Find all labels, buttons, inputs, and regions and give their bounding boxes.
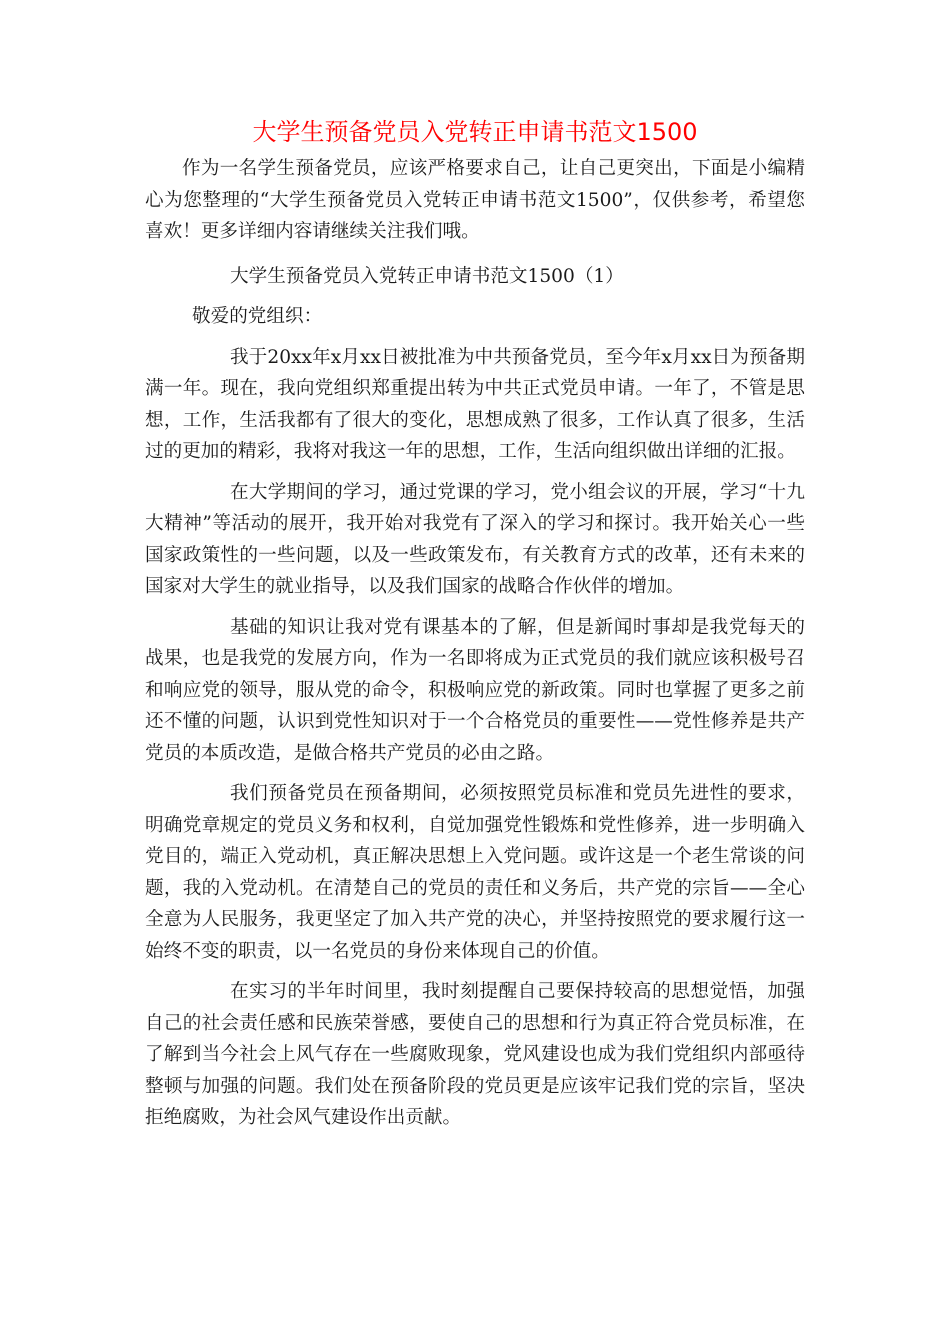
document-title: 大学生预备党员入党转正申请书范文1500 — [252, 118, 698, 146]
salutation: 敬爱的党组织： — [192, 306, 323, 327]
document-body — [145, 153, 805, 1143]
body-paragraph: 我于20xx年x月xx日被批准为中共预备党员，至今年x月xx日为预备期满一年。现在，我向党组织郑重提出转为中共正式党员申请。一年了，不管是思想，工作，生活我都有了很大的变化，思想成熟了很多，工作认真了很多，生活过的更加的精彩，我将对我这一年的思想，工作，生活向组织做出详细的汇报。 — [145, 346, 805, 462]
section-subtitle: 大学生预备党员入党转正申请书范文1500（1） — [230, 265, 624, 287]
body-paragraph: 在大学期间的学习，通过党课的学习，党小组会议的开展，学习“十九大精神”等活动的展开，我开始对我党有了深入的学习和探讨。我开始关心一些国家政策性的一些问题，以及一些政策发布，有关教育方式的改革，还有未来的国家对大学生的就业指导，以及我们国家的战略合作伙伴的增加。 — [145, 481, 805, 597]
intro-paragraph: 作为一名学生预备党员，应该严格要求自己，让自己更突出，下面是小编精心为您整理的“大学生预备党员入党转正申请书范文1500”，仅供参考，希望您喜欢！更多详细内容请继续关注我们哦。 — [145, 158, 805, 242]
body-paragraph: 在实习的半年时间里，我时刻提醒自己要保持较高的思想觉悟，加强自己的社会责任感和民族荣誉感，要使自己的思想和行为真正符合党员标准，在了解到当今社会上风气存在一些腐败现象，党风建设也成为我们党组织内部亟待整顿与加强的问题。我们处在预备阶段的党员更是应该牢记我们党的宗旨，坚决拒绝腐败，为社会风气建设作出贡献。 — [145, 981, 805, 1128]
body-paragraph: 基础的知识让我对党有课基本的了解，但是新闻时事却是我党每天的战果，也是我党的发展方向，作为一名即将成为正式党员的我们就应该积极号召和响应党的领导，服从党的命令，积极响应党的新政策。同时也掌握了更多之前还不懂的问题，认识到党性知识对于一个合格党员的重要性——党性修养是共产党员的本质改造，是做合格共产党员的必由之路。 — [145, 616, 805, 764]
body-paragraph: 我们预备党员在预备期间，必须按照党员标准和党员先进性的要求，明确党章规定的党员义务和权利，自觉加强党性锻炼和党性修养，进一步明确入党目的，端正入党动机，真正解决思想上入党问题。或许这是一个老生常谈的问题，我的入党动机。在清楚自己的党员的责任和义务后，共产党的宗旨——全心全意为人民服务，我更坚定了加入共产党的决心，并坚持按照党的要求履行这一始终不变的职责，以一名党员的身份来体现自己的价值。 — [145, 783, 805, 962]
